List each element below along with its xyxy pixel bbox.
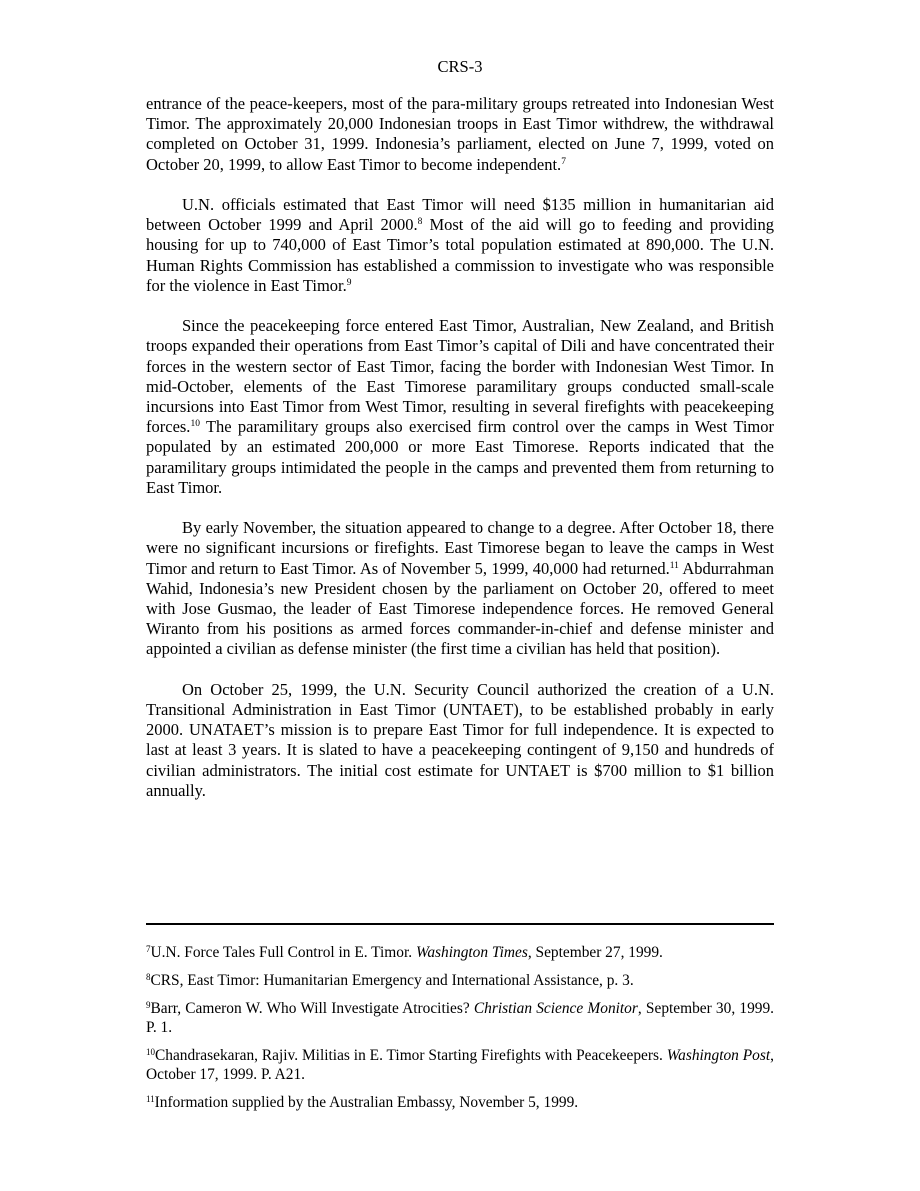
paragraph-3 [146, 316, 774, 498]
footnote-tail: , September 30, 1999. P. 1. [146, 1000, 775, 1036]
body-text [146, 94, 774, 821]
footnote-11 [146, 1093, 774, 1112]
footnote-10 [146, 1046, 774, 1084]
footnote-number: 9 [146, 1000, 151, 1010]
paragraph-text: Most of the aid will go to feeding and providing housing for up to 740,000 of East Timor’s total population estimated at 890,000. The U.N. Human Rights Commission has established a commission to investigate who was responsible for the violence in East Timor. [146, 215, 775, 295]
footnote-text: CRS, East Timor: Humanitarian Emergency and International Assistance, p. 3. [150, 972, 634, 989]
paragraph-text: By early November, the situation appeared to change to a degree. After October 18, there were no significant incursions or firefights. East Timorese began to leave the camps in West Timor and return to East Timor. As of November 5, 1999, 40,000 had returned. [146, 518, 774, 578]
paragraph-2 [146, 195, 774, 296]
footnote-text: Information supplied by the Australian Embassy, November 5, 1999. [154, 1094, 579, 1111]
footnote-text: Barr, Cameron W. Who Will Investigate Atrocities? [150, 1000, 474, 1017]
paragraph-text: Since the peacekeeping force entered East Timor, Australian, New Zealand, and British troops expanded their operations from East Timor’s capital of Dili and have concentrated their forces in the western sector of East Timor, facing the border with Indonesian West Timor. In mid-October, elements of the East Timorese paramilitary groups conducted small-scale incursions into East Timor from West Timor, resulting in several firefights with peacekeeping forces. [146, 316, 774, 437]
footnote-number: 8 [146, 972, 151, 982]
paragraph-text: entrance of the peace-keepers, most of the para-military groups retreated into Indonesian West Timor. The approximately 20,000 Indonesian troops in East Timor withdrew, the withdrawal completed on October 31, 1999. Indonesia’s parliament, elected on June 7, 1999, voted on October 20, 1999, to allow East Timor to become independent. [146, 94, 774, 174]
paragraph-text: Abdurrahman Wahid, Indonesia’s new President chosen by the parliament on October 20, offered to meet with Jose Gusmao, the leader of East Timorese independence forces. He removed General Wiranto from his positions as armed forces commander-in-chief and defense minister and appointed a civilian as defense minister (the first time a civilian has held that position). [146, 558, 774, 659]
footnote-ref[interactable]: 9 [346, 277, 352, 288]
footnote-source: Christian Science Monitor [473, 1000, 638, 1017]
paragraph-text: The paramilitary groups also exercised firm control over the camps in West Timor populated by an estimated 200,000 or more East Timorese. Reports indicated that the paramilitary groups intimidated the people in the camps and prevented them from returning to East Timor. [146, 417, 774, 497]
footnote-ref[interactable]: 8 [417, 217, 423, 228]
paragraph-1 [146, 94, 774, 175]
footnote-7 [146, 943, 774, 962]
footnote-number: 7 [146, 944, 151, 954]
footnote-ref[interactable]: 10 [190, 419, 200, 430]
footnote-number: 11 [146, 1094, 155, 1104]
paragraph-5 [146, 680, 774, 801]
page-header: CRS-3 [437, 57, 483, 76]
paragraph-text: On October 25, 1999, the U.N. Security Council authorized the creation of a U.N. Transitional Administration in East Timor (UNTAET), to be established probably in early 2000. UNATAET’s mission is to prepare East Timor for full independence. It is expected to last at least 3 years. It is slated to have a peacekeeping contingent of 9,150 and hundreds of civilian administrators. The initial cost estimate for UNTAET is $700 million to $1 billion annually. [146, 679, 774, 800]
footnotes [146, 943, 774, 1121]
paragraph-text: U.N. officials estimated that East Timor will need $135 million in humanitarian aid between October 1999 and April 2000. [146, 195, 774, 235]
footnote-text: Chandrasekaran, Rajiv. Militias in E. Timor Starting Firefights with Peacekeepers. [155, 1047, 667, 1064]
footnote-8 [146, 971, 774, 990]
paragraph-4 [146, 518, 774, 659]
footnote-ref[interactable]: 11 [669, 560, 679, 571]
footnote-divider [146, 923, 774, 925]
footnote-number: 10 [146, 1047, 155, 1057]
footnote-tail: , October 17, 1999. P. A21. [146, 1047, 774, 1083]
footnote-ref[interactable]: 7 [561, 156, 566, 167]
footnote-text: U.N. Force Tales Full Control in E. Timor. [150, 944, 416, 961]
footnote-9 [146, 999, 774, 1037]
footnote-source: Washington Post [666, 1047, 771, 1064]
footnote-source: Washington Times [415, 944, 528, 961]
footnote-tail: , September 27, 1999. [527, 944, 663, 961]
